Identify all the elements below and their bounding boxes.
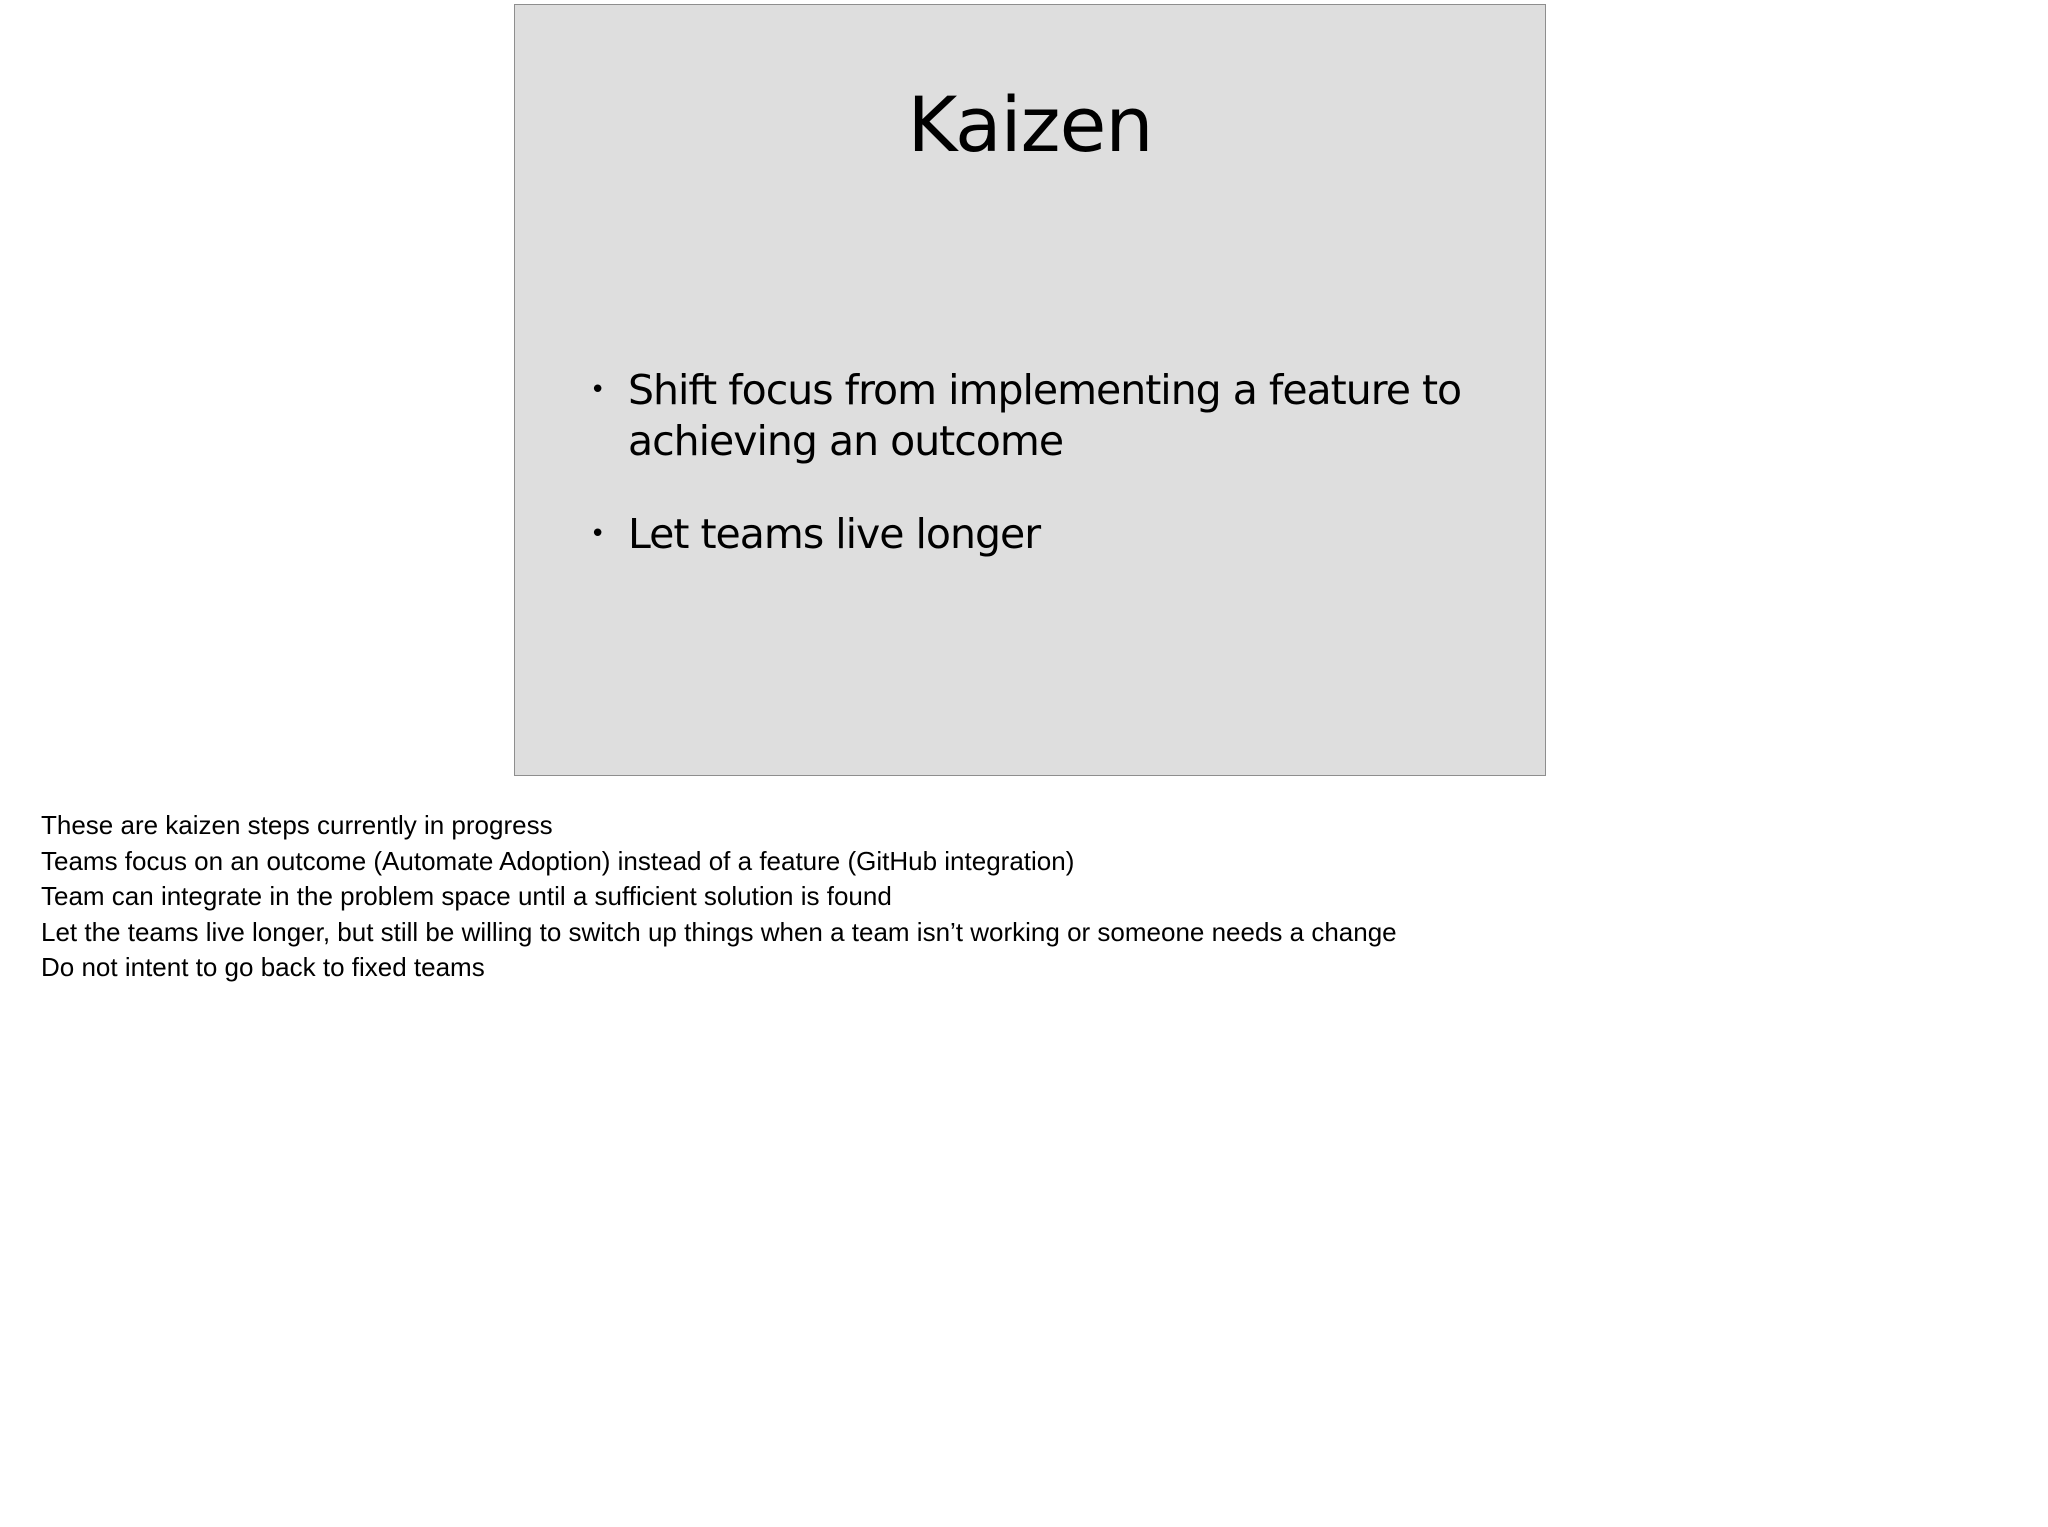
slide-bullet bbox=[590, 365, 1490, 467]
slide-bullet-text: Shift focus from implementing a feature to achieving an outcome bbox=[628, 366, 1462, 465]
slide-title: Kaizen bbox=[907, 80, 1153, 169]
slide-canvas bbox=[514, 4, 1546, 776]
note-line: Do not intent to go back to fixed teams bbox=[41, 952, 485, 982]
note-line: Let the teams live longer, but still be willing to switch up things when a team isn’t working or someone needs a change bbox=[41, 916, 1397, 947]
slide-bullet-text: Let teams live longer bbox=[628, 510, 1041, 558]
note-line: These are kaizen steps currently in progress bbox=[41, 810, 553, 840]
presenter-notes bbox=[41, 808, 2021, 986]
note-line: Teams focus on an outcome (Automate Adoption) instead of a feature (GitHub integration) bbox=[41, 845, 1075, 876]
note-line: Team can integrate in the problem space until a sufficient solution is found bbox=[41, 881, 892, 911]
bullet-dot-icon: • bbox=[590, 519, 605, 549]
bullet-dot-icon: • bbox=[590, 375, 605, 405]
slide-bullet bbox=[590, 509, 1490, 560]
slide-bullet-list bbox=[590, 365, 1490, 602]
